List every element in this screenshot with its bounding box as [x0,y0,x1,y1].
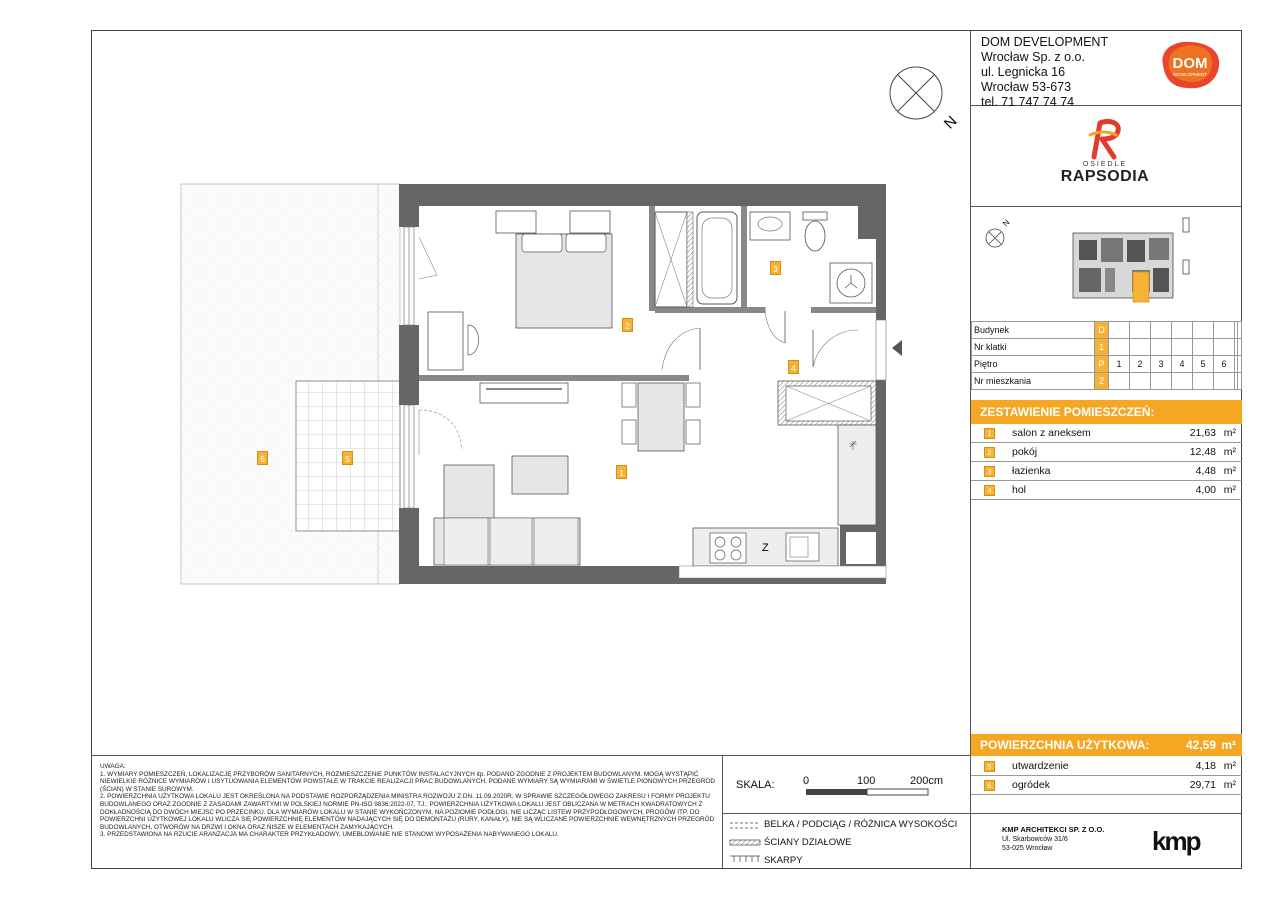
room-unit: m² [1223,779,1236,791]
estate-divider [970,206,1242,207]
partition-wall [649,206,655,311]
room-name: salon z aneksem [1012,427,1091,439]
room-marker-3: 3 [770,261,781,275]
scale-tick: 100 [857,775,876,787]
legend-symbols [728,818,762,866]
notes-title: UWAGA: [100,763,126,770]
company-line: Wrocław 53-673 [981,80,1072,94]
floor-option: 6 [1214,356,1235,373]
usable-area-bar [971,734,1242,756]
estate-subtitle: OSIEDLE [1082,161,1128,168]
rooms-header: ZESTAWIENIE POMIESZCZEŃ: [971,400,1242,424]
room-number: 4 [984,485,995,496]
room-area: 4,18 [1195,760,1216,772]
notes-block [100,763,720,839]
svg-text:N: N [940,112,961,133]
legend-beam: BELKA / PODCIĄG / RÓŻNICA WYSOKOŚCI [764,819,958,830]
scale-divider [722,813,1242,814]
room-unit: m² [1223,446,1236,458]
rapsodia-logo [1050,115,1160,195]
architect-info [1002,825,1104,853]
scale-tick: 0 [803,775,810,787]
info-value: 2 [1095,373,1109,390]
notes-divider [722,755,723,869]
company-line: tel. 71 747 74 74 [981,95,1075,109]
partition-wall [811,307,876,313]
room-marker-2: 2 [622,318,633,332]
info-row-apartment [972,373,1242,390]
cooktop-icon [710,533,746,563]
note-item: 3. PRZEDSTAWIONA NA RZUCIE ARANŻACJA MA CHARAKTER PRZYKŁADOWY, UMEBLOWANIE NIE STANOWI WYPOSAŻENIA NABYWANEGO LOKALU. [100,831,559,839]
room-row [971,481,1242,500]
company-line: Wrocław Sp. z o.o. [981,50,1085,64]
partition-wall [419,375,689,381]
svg-text:DEVELOPMENT: DEVELOPMENT [1172,72,1208,77]
info-value: D [1095,322,1109,339]
floor-option: 2 [1130,356,1151,373]
wall [399,325,419,405]
company-line: DOM DEVELOPMENT [981,35,1109,49]
floor-option: 3 [1151,356,1172,373]
room-row [971,443,1242,462]
architect-address: 53-025 Wrocław [1002,845,1053,852]
room-number: 6 [984,780,995,791]
svg-text:N: N [1001,217,1012,229]
key-plan-compass-icon [986,218,1012,247]
info-label: Budynek [972,322,1095,339]
usable-area-unit: m² [1221,738,1236,752]
desk-icon [428,312,463,370]
room-area: 12,48 [1189,446,1216,458]
info-row-building [972,322,1242,339]
room-unit: m² [1223,484,1236,496]
extra-row [971,757,1242,776]
floor-option: 5 [1193,356,1214,373]
info-label: Piętro [972,356,1095,373]
partition-wall [655,307,765,313]
dining-table-icon [638,383,684,451]
wardrobe-icon [480,383,568,403]
room-unit: m² [1223,465,1236,477]
key-plan [975,210,1240,315]
room-area: 21,63 [1189,427,1216,439]
kmp-logo [1152,826,1207,856]
wall [399,184,886,206]
estate-name: RAPSODIA [1060,168,1150,185]
rapsodia-r-icon [1086,117,1126,161]
room-number: 3 [984,466,995,477]
room-marker-5: 5 [342,451,353,465]
toilet-icon [803,212,827,220]
partition-symbol [730,840,760,845]
room-marker-1: 1 [616,465,627,479]
scale-bar [806,788,930,796]
legend-slope: SKARPY [764,855,803,866]
company-address [981,35,1108,110]
note-item: 2. POWIERZCHNIA UŻYTKOWA LOKALU JEST OKREŚLONA NA PODSTAWIE ROZPORZĄDZENIA MINISTRA ROZWOJU Z DN. 11.09.2020R. W SPRAWIE SZCZEGÓŁOWEGO ZAKRESU I FORMY PROJEKTU BUDOWLANEGO ORAZ ZGODNIE Z ZASADAMI ZAWARTYMI W POLSKIEJ NORMIE PN-ISO 9836:2022-07, TJ.: POWIERZCHNIA UŻYTKOWA LOKALU JEST OBLICZANA W METRACH KWADRATOWYCH Z DOKŁADNOŚCIĄ DO DWÓCH MIEJSC PO PRZECINKU. DLA WYMIARÓW LOKALU W STANIE WYKOŃCZONYM, NA POZIOMIE PODŁOGI, NIE LICZĄC LISTEW PRZYPODŁOGOWYCH, PROGÓW ITP. DO POWIERZCHNI UŻYTKOWEJ LOKALU WLICZA SIĘ POWIERZCHNIĘ ELEMENTÓW NADAJĄCYCH SIĘ DO DEMONTAŻU (RURY, KANAŁY), NIE SĄ WLICZANE POWIERZCHNIE WEWNĘTRZNYCH PRZEGRÓD BUDOWLANYCH, OTWORÓW NA DRZWI I OKNA ORAZ NISZE W ELEMENTACH ZAMYKAJĄCYCH. [100,793,715,831]
room-name: hol [1012,484,1027,496]
room-number: 2 [984,447,995,458]
scale-tick: 200cm [910,775,944,787]
entrance-door-gap [876,320,886,380]
note-item: 1. WYMIARY POMIESZCZEŃ, LOKALIZACJĘ PRZYBORÓW SANITARNYCH, ROZMIESZCZENIE PUNKTÓW INSTALACYJNYCH itp. PODANO ZGODNIE Z PROJEKTEM BUDOWLANYM. MOGĄ WYSTĄPIĆ NIEWIELKIE RÓŻNICE WYMIARÓW I USYTUOWANIA ELEMENTÓW POWSTAŁE W TRAKCIE REALIZACJI PRAC BUDOWLANYCH. PODANE WYMIARY SĄ WYMIARAMI W ŚWIETLE PIONOWYCH PRZEGRÓD (ŚCIAN) W STANIE SUROWYM. [100,770,715,793]
svg-text:kmp: kmp [1152,826,1200,856]
room-row [971,424,1242,443]
room-number: 1 [984,428,995,439]
room-name: pokój [1012,446,1038,458]
architect-name: KMP ARCHITEKCI SP. Z O.O. [1002,825,1105,834]
info-label: Nr mieszkania [972,373,1095,390]
north-compass-icon [890,67,960,132]
entrance-arrow-icon [892,340,902,356]
room-list [971,424,1242,500]
room-number: 5 [984,761,995,772]
extra-area-list [971,757,1242,795]
room-row [971,462,1242,481]
fridge-label: Z [762,542,769,554]
room-name: ogródek [1012,779,1050,791]
architect-address: Ul. Skarbowców 31/6 [1002,836,1068,843]
kitchen-counter [838,425,876,525]
company-line: ul. Legnicka 16 [981,65,1066,79]
room-area: 4,48 [1195,465,1216,477]
room-unit: m² [1223,427,1236,439]
partition-wall [741,206,747,311]
info-label: Nr klatki [972,339,1095,356]
scale-label: SKALA: [736,779,775,791]
coffee-table-icon [512,456,568,494]
room-name: łazienka [1012,465,1051,477]
wall [876,184,886,584]
usable-area-value: 42,59 [1185,738,1216,752]
slope-symbol [730,856,760,862]
room-area: 4,00 [1195,484,1216,496]
info-row-floor [972,356,1242,373]
room-unit: m² [1223,760,1236,772]
room-marker-4: 4 [788,360,799,374]
floor-option: 1 [1109,356,1130,373]
info-row-staircase [972,339,1242,356]
info-value: 1 [1095,339,1109,356]
room-marker-6: 6 [257,451,268,465]
dom-development-logo [1155,38,1225,92]
floor-option: 4 [1172,356,1193,373]
room-area: 29,71 [1189,779,1216,791]
info-value: P [1095,356,1109,373]
legend-partition: ŚCIANY DZIAŁOWE [764,837,852,848]
room-name: utwardzenie [1012,760,1069,772]
extra-row [971,776,1242,795]
apartment-info-table [971,321,1242,390]
usable-area-label: POWIERZCHNIA UŻYTKOWA: [980,738,1150,752]
wall [858,206,876,239]
svg-text:DOM: DOM [1172,55,1208,72]
